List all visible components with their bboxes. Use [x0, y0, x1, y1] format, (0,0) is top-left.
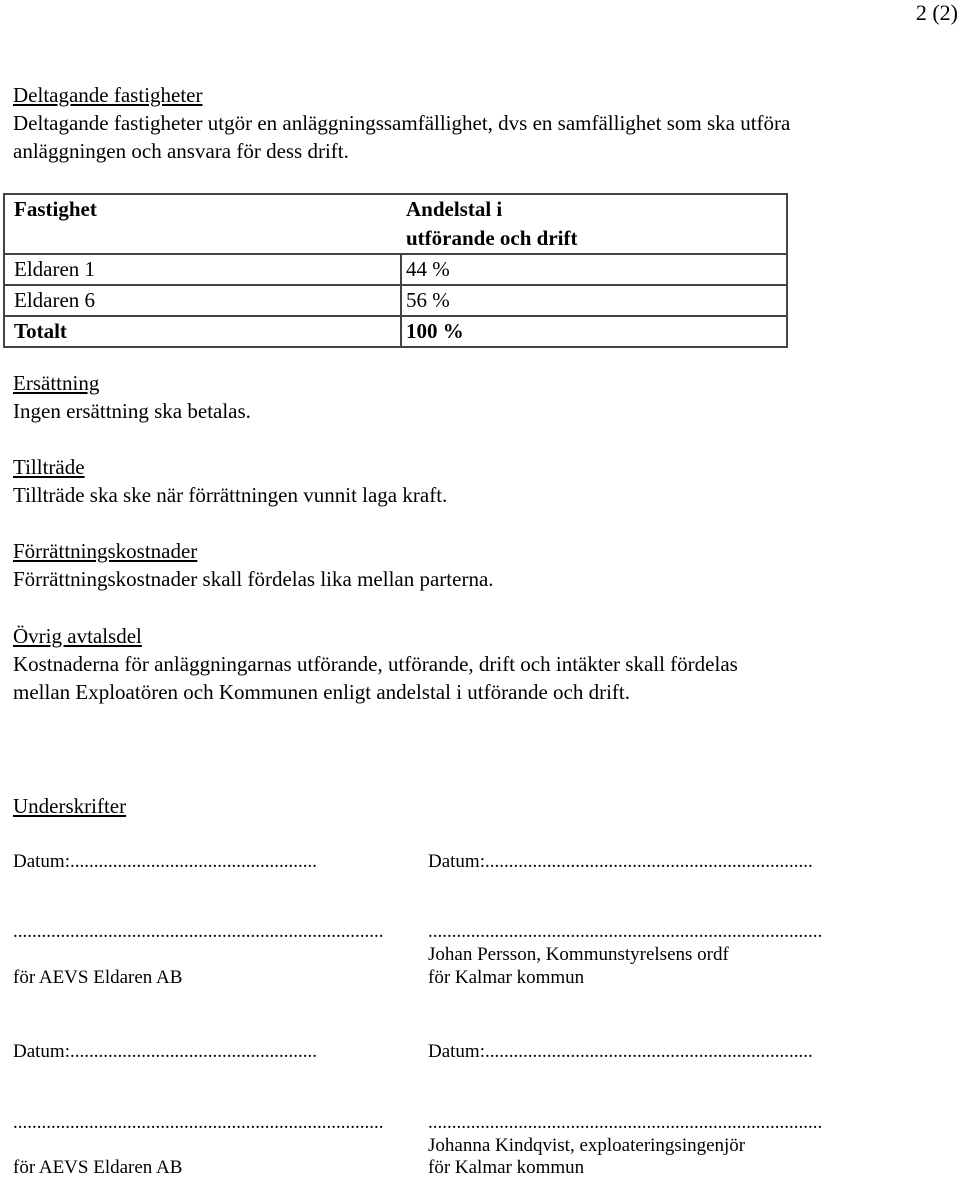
signatory-org: för AEVS Eldaren AB	[13, 1157, 183, 1178]
section-text: Deltagande fastigheter utgör en anläggningssamfällighet, dvs en samfällighet som ska utföra anläggningen och ansvara för dess drift.	[13, 111, 791, 163]
header-andelstal-line1: Andelstal i	[406, 197, 503, 221]
section-deltagande	[13, 81, 943, 165]
cell-fastighet: Eldaren 1	[4, 254, 401, 285]
section-ersattning	[13, 369, 943, 425]
header-andelstal	[401, 194, 787, 254]
header-andelstal-line2: utförande och drift	[406, 226, 578, 250]
section-heading: Övrig avtalsdel	[13, 624, 142, 648]
signature-line[interactable]: ...................................................................................	[428, 1112, 823, 1133]
cell-andel: 44 %	[401, 254, 787, 285]
signatory-name: Johan Persson, Kommunstyrelsens ordf	[428, 944, 729, 965]
andelstal-table	[3, 193, 788, 348]
section-heading: Ersättning	[13, 371, 100, 395]
section-text: Förrättningskostnader skall fördelas lika mellan parterna.	[13, 567, 494, 591]
datum-field[interactable]: Datum:.....................................................................	[428, 851, 813, 872]
signature-line[interactable]: ..............................................................................	[13, 1112, 384, 1133]
datum-field[interactable]: Datum:.....................................................................	[428, 1041, 813, 1062]
section-heading: Deltagande fastigheter	[13, 83, 203, 107]
signatory-name: Johanna Kindqvist, exploateringsingenjör	[428, 1135, 746, 1156]
section-heading: Tillträde	[13, 455, 85, 479]
section-tilltrade	[13, 453, 943, 509]
signatory-org: för AEVS Eldaren AB	[13, 967, 183, 988]
cell-total-label: Totalt	[4, 316, 401, 347]
cell-total-value: 100 %	[401, 316, 787, 347]
cell-fastighet: Eldaren 6	[4, 285, 401, 316]
datum-field[interactable]: Datum:....................................................	[13, 1041, 317, 1062]
section-text: Ingen ersättning ska betalas.	[13, 399, 251, 423]
signatory-org: för Kalmar kommun	[428, 1157, 585, 1178]
section-forrattningskostnader	[13, 537, 943, 593]
signature-line[interactable]: ..............................................................................	[13, 921, 384, 942]
signatures-heading: Underskrifter	[13, 794, 127, 818]
section-text: Tillträde ska ske när förrättningen vunnit laga kraft.	[13, 483, 448, 507]
section-ovrig	[13, 622, 943, 706]
page-number: 2 (2)	[915, 0, 958, 25]
signatory-org: för Kalmar kommun	[428, 967, 585, 988]
section-text: Kostnaderna för anläggningarnas utförande, utförande, drift och intäkter skall fördelas mellan Exploatören och Kommunen enligt andelstal i utförande och drift.	[13, 652, 738, 704]
datum-field[interactable]: Datum:....................................................	[13, 851, 317, 872]
cell-andel: 56 %	[401, 285, 787, 316]
header-fastighet: Fastighet	[14, 197, 97, 221]
signature-line[interactable]: ...................................................................................	[428, 921, 823, 942]
section-heading: Förrättningskostnader	[13, 539, 198, 563]
